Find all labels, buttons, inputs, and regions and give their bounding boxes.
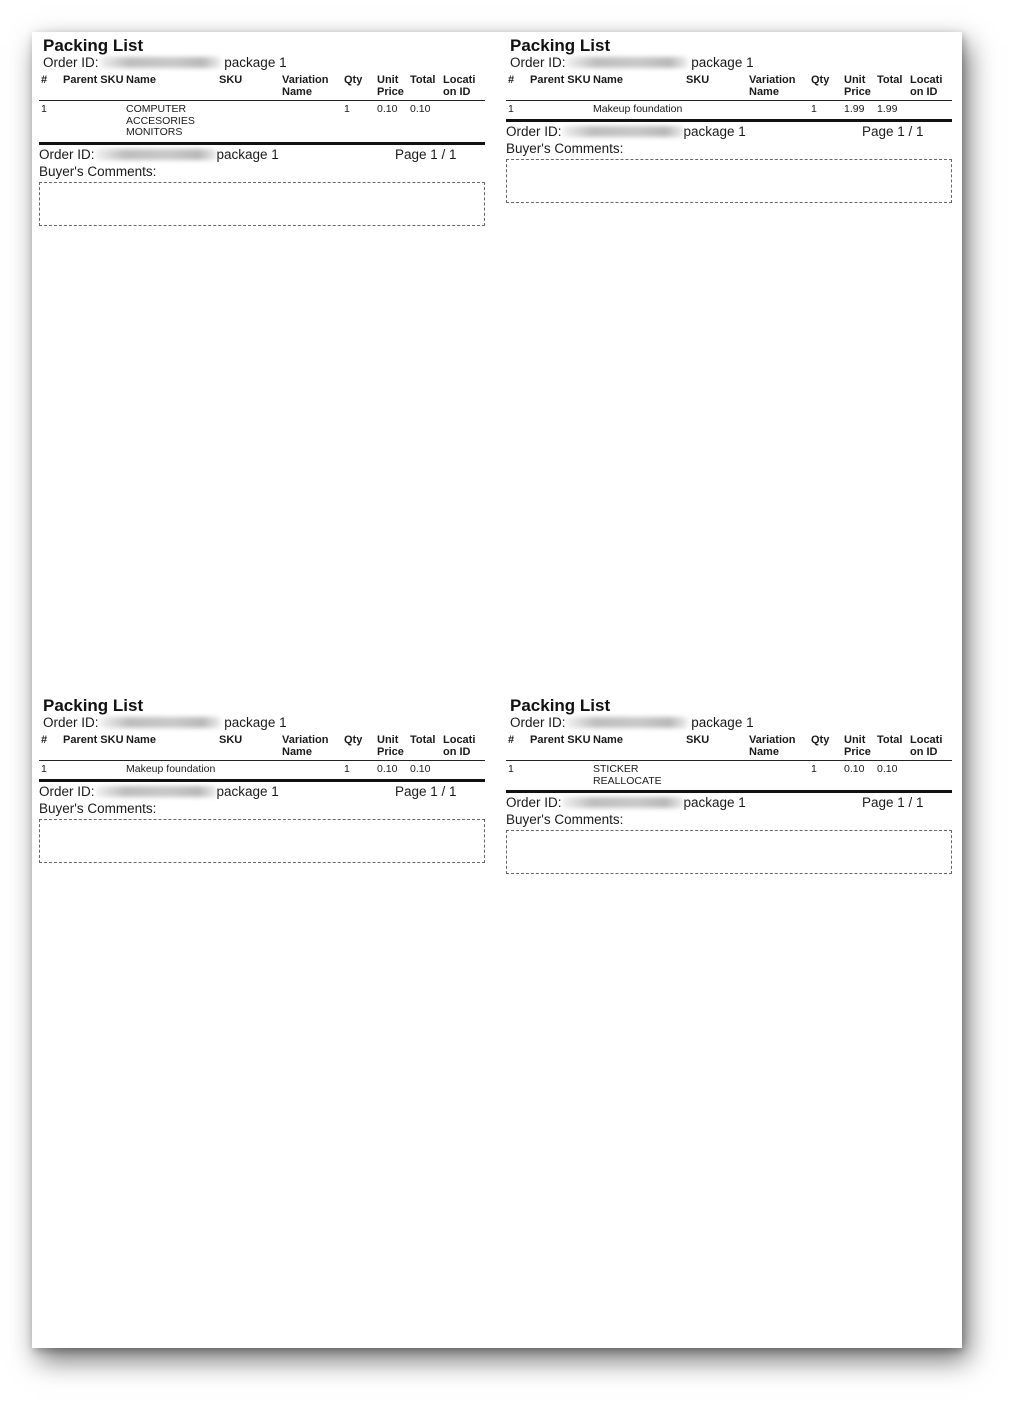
item-unit-price: 0.10 <box>377 763 398 775</box>
column-header: SKU <box>217 75 280 101</box>
table-header-row <box>39 75 485 101</box>
column-header: Qty <box>342 75 375 101</box>
item-parent-sku <box>528 101 591 118</box>
redacted-order-id <box>99 57 221 68</box>
redacted-order-id <box>566 717 688 728</box>
column-header: Unit Price <box>375 735 408 761</box>
item-variation <box>747 761 809 790</box>
slip-footer <box>506 124 952 140</box>
slip-title: Packing List <box>510 36 611 55</box>
item-total: 0.10 <box>410 103 431 115</box>
table-header-row <box>39 735 485 761</box>
buyers-comments-box <box>39 182 485 226</box>
column-header: Unit Price <box>375 75 408 101</box>
items-table <box>39 75 485 141</box>
page-number: Page 1 / 1 <box>862 795 924 810</box>
column-header: # <box>506 735 528 761</box>
redacted-order-id <box>562 126 684 137</box>
order-id-label: Order ID: <box>43 55 99 70</box>
item-location <box>908 101 952 118</box>
item-number: 1 <box>508 103 514 115</box>
item-sku <box>217 761 280 778</box>
buyers-comments-label: Buyer's Comments: <box>506 812 624 827</box>
item-unit-price: 0.10 <box>844 763 865 775</box>
column-header: Parent SKU <box>61 75 124 101</box>
item-total: 0.10 <box>410 763 431 775</box>
footer-package-label: package 1 <box>216 783 279 799</box>
column-header: Locati on ID <box>908 75 952 101</box>
column-header: # <box>506 75 528 101</box>
page-number: Page 1 / 1 <box>862 123 924 139</box>
column-header: Locati on ID <box>441 735 485 761</box>
column-header: Parent SKU <box>61 735 124 761</box>
item-name: STICKER REALLOCATE <box>593 763 662 787</box>
column-header: Name <box>591 75 684 101</box>
column-header: Parent SKU <box>528 735 591 761</box>
package-label: package 1 <box>224 55 287 70</box>
redacted-order-id <box>562 797 684 808</box>
item-parent-sku <box>61 761 124 778</box>
buyers-comments-label: Buyer's Comments: <box>39 163 157 179</box>
redacted-order-id <box>99 717 221 728</box>
items-table <box>506 735 952 789</box>
item-parent-sku <box>61 101 124 141</box>
packing-slip <box>506 696 952 874</box>
item-number: 1 <box>41 103 47 115</box>
order-id-line <box>43 715 485 730</box>
item-total: 0.10 <box>877 763 898 775</box>
column-header: SKU <box>684 735 747 761</box>
footer-order-label: Order ID: <box>39 146 95 162</box>
column-header: Total <box>875 735 908 761</box>
column-header: Parent SKU <box>528 75 591 101</box>
table-end-rule <box>506 119 952 122</box>
item-name: Makeup foundation <box>593 103 683 115</box>
item-location <box>908 761 952 790</box>
item-sku <box>684 761 747 790</box>
slip-footer <box>506 795 952 811</box>
table-end-rule <box>39 779 485 782</box>
column-header: # <box>39 75 61 101</box>
footer-package-label: package 1 <box>683 795 746 810</box>
order-id-label: Order ID: <box>510 55 566 70</box>
table-end-rule <box>39 142 485 145</box>
column-header: Unit Price <box>842 735 875 761</box>
item-number: 1 <box>508 763 514 775</box>
column-header: Locati on ID <box>441 75 485 101</box>
footer-order-label: Order ID: <box>506 795 562 810</box>
item-unit-price: 1.99 <box>844 103 865 115</box>
buyers-comments-box <box>39 819 485 863</box>
item-number: 1 <box>41 763 47 775</box>
item-parent-sku <box>528 761 591 790</box>
column-header: Total <box>408 735 441 761</box>
item-qty: 1 <box>811 763 817 775</box>
buyers-comments-label: Buyer's Comments: <box>39 800 157 816</box>
slip-title: Packing List <box>43 36 144 55</box>
packing-slip <box>506 36 952 203</box>
buyers-comments-box <box>506 159 952 203</box>
table-header-row <box>506 75 952 101</box>
items-table <box>39 735 485 778</box>
column-header: Name <box>591 735 684 761</box>
column-header: Name <box>124 75 217 101</box>
packing-slip <box>39 696 485 863</box>
column-header: Qty <box>809 75 842 101</box>
item-variation <box>280 101 342 141</box>
order-id-line <box>510 55 952 70</box>
column-header: Variation Name <box>280 735 342 761</box>
column-header: Total <box>408 75 441 101</box>
order-id-label: Order ID: <box>510 715 566 730</box>
item-qty: 1 <box>811 103 817 115</box>
slip-title: Packing List <box>43 696 144 715</box>
column-header: Unit Price <box>842 75 875 101</box>
package-label: package 1 <box>691 715 754 730</box>
table-row <box>506 101 952 118</box>
item-sku <box>684 101 747 118</box>
column-header: Qty <box>809 735 842 761</box>
item-unit-price: 0.10 <box>377 103 398 115</box>
items-table <box>506 75 952 118</box>
package-label: package 1 <box>691 55 754 70</box>
item-qty: 1 <box>344 103 350 115</box>
item-variation <box>747 101 809 118</box>
page-number: Page 1 / 1 <box>395 146 457 162</box>
item-qty: 1 <box>344 763 350 775</box>
buyers-comments-label: Buyer's Comments: <box>506 140 624 156</box>
redacted-order-id <box>95 149 217 160</box>
column-header: Total <box>875 75 908 101</box>
item-name: COMPUTER ACCESORIES MONITORS <box>126 103 195 138</box>
column-header: # <box>39 735 61 761</box>
page-number: Page 1 / 1 <box>395 783 457 799</box>
footer-package-label: package 1 <box>683 123 746 139</box>
item-total: 1.99 <box>877 103 898 115</box>
table-row <box>506 761 952 790</box>
column-header: SKU <box>684 75 747 101</box>
packing-slip <box>39 36 485 226</box>
item-variation <box>280 761 342 778</box>
package-label: package 1 <box>224 715 287 730</box>
footer-package-label: package 1 <box>216 146 279 162</box>
buyers-comments-box <box>506 830 952 874</box>
footer-order-label: Order ID: <box>39 783 95 799</box>
table-row <box>39 101 485 141</box>
order-id-label: Order ID: <box>43 715 99 730</box>
item-name: Makeup foundation <box>126 763 216 775</box>
redacted-order-id <box>95 786 217 797</box>
column-header: Name <box>124 735 217 761</box>
column-header: Qty <box>342 735 375 761</box>
redacted-order-id <box>566 57 688 68</box>
slip-footer <box>39 784 485 800</box>
table-row <box>39 761 485 778</box>
item-location <box>441 761 485 778</box>
table-header-row <box>506 735 952 761</box>
order-id-line <box>43 55 485 70</box>
order-id-line <box>510 715 952 730</box>
column-header: Locati on ID <box>908 735 952 761</box>
column-header: Variation Name <box>280 75 342 101</box>
column-header: SKU <box>217 735 280 761</box>
document-page <box>32 32 962 1348</box>
column-header: Variation Name <box>747 75 809 101</box>
slip-footer <box>39 147 485 163</box>
table-end-rule <box>506 790 952 793</box>
item-sku <box>217 101 280 141</box>
column-header: Variation Name <box>747 735 809 761</box>
slip-title: Packing List <box>510 696 611 715</box>
item-location <box>441 101 485 141</box>
footer-order-label: Order ID: <box>506 123 562 139</box>
